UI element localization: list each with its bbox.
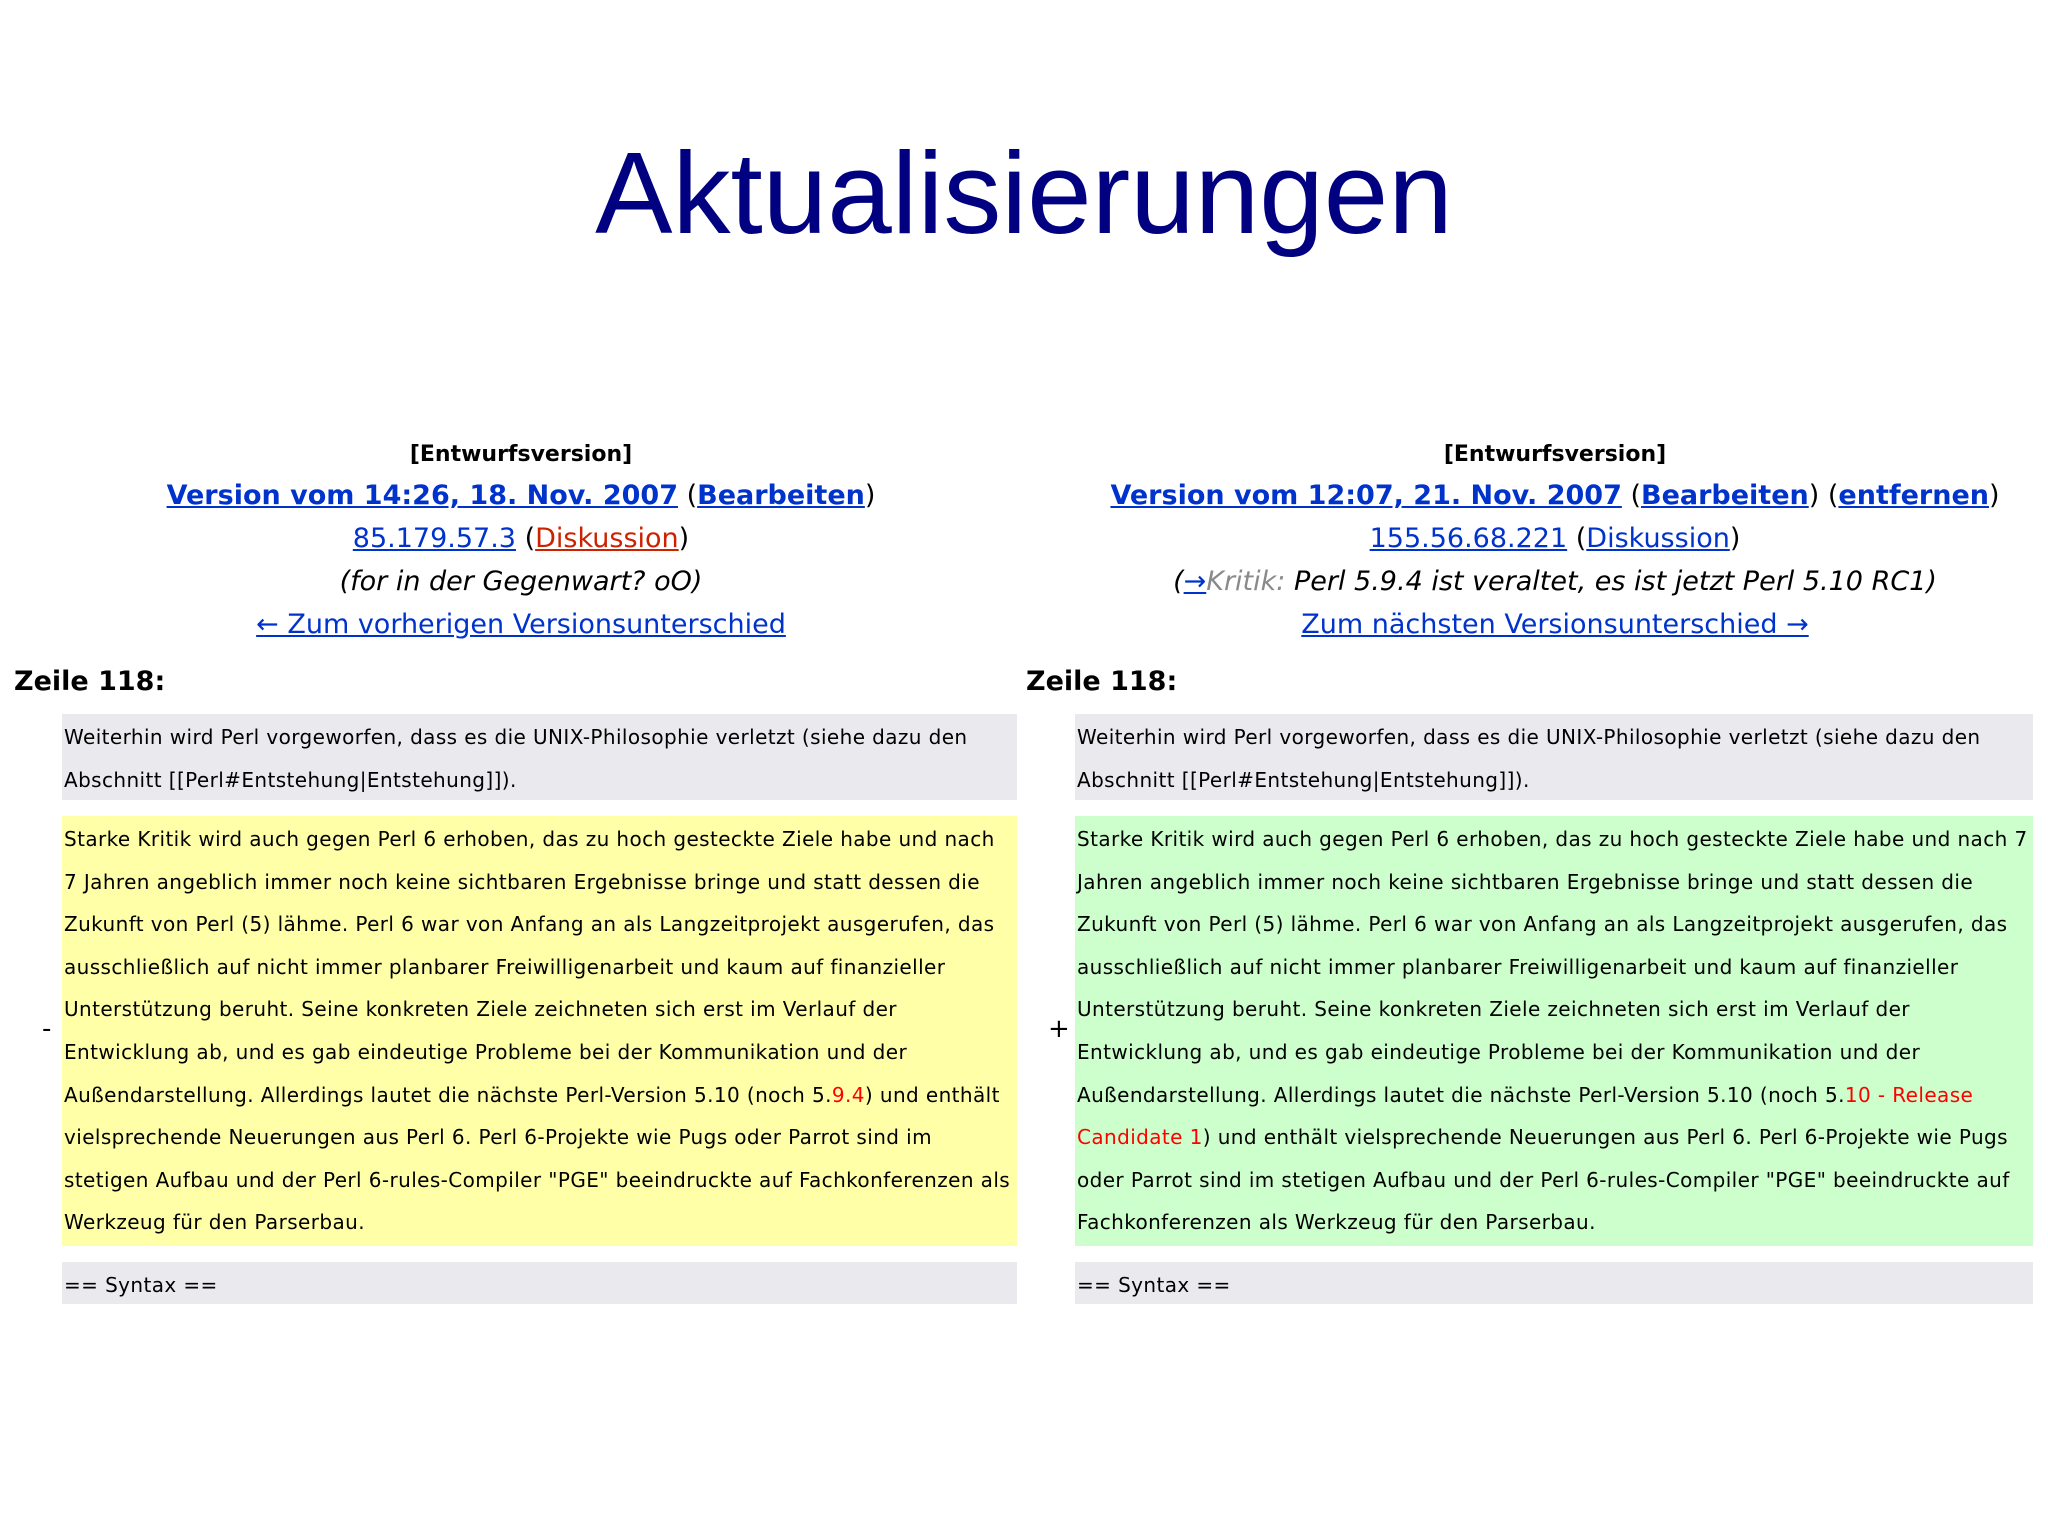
deleted-change: 9.4 [831, 1082, 865, 1107]
old-user-link[interactable]: 85.179.57.3 [352, 523, 516, 554]
new-context-line-1: Weiterhin wird Perl vorgeworfen, dass es die UNIX-Philosophie verletzt (siehe dazu den Abschnitt [[Perl#Entstehung|Entstehung]]). [1075, 714, 2033, 800]
summary-section: Kritik: [1206, 566, 1286, 597]
added-marker: + [1048, 1014, 1070, 1044]
old-context-line-2: == Syntax == [62, 1262, 1017, 1304]
old-revision-header: [Entwurfsversion] Version vom 14:26, 18. Nov. 2007 (Bearbeiten) 85.179.57.3 (Diskussion) (for in der Gegenwart? oO) ← Zum vorherigen Versionsunterschied [96, 436, 946, 646]
new-user-link[interactable]: 155.56.68.221 [1369, 523, 1568, 554]
draft-label-new: [Entwurfsversion] [1443, 442, 1667, 467]
deleted-text-after: ) und enthält vielsprechende Neuerungen aus Perl 6. Perl 6-Projekte wie Pugs oder Parrot sind im stetigen Aufbau und der Perl 6-rules-Compiler "PGE" beeindruckte auf Fachkonferenzen als Werkzeug für den Parserbau. [64, 1082, 1011, 1235]
deleted-marker: - [42, 1014, 52, 1044]
previous-diff-link[interactable]: ← Zum vorherigen Versionsunterschied [256, 609, 786, 640]
old-edit-summary: (for in der Gegenwart? oO) [339, 566, 703, 597]
added-paragraph [1075, 816, 2033, 1246]
old-talk-link[interactable]: Diskussion [535, 523, 679, 554]
new-context-line-2: == Syntax == [1075, 1262, 2033, 1304]
next-diff-link[interactable]: Zum nächsten Versionsunterschied → [1301, 609, 1809, 640]
deleted-paragraph [62, 816, 1017, 1246]
old-edit-link[interactable]: Bearbeiten [697, 480, 865, 511]
line-number-old: Zeile 118: [14, 666, 166, 697]
added-change: 10 - Release Candidate 1 [1077, 1082, 1974, 1150]
added-text-after: ) und enthält vielsprechende Neuerungen aus Perl 6. Perl 6-Projekte wie Pugs oder Parrot sind im stetigen Aufbau und der Perl 6-rules-Compiler "PGE" beeindruckte auf Fachkonferenzen als Werkzeug für den Parserbau. [1077, 1125, 2010, 1235]
old-context-line-1: Weiterhin wird Perl vorgeworfen, dass es die UNIX-Philosophie verletzt (siehe dazu den Abschnitt [[Perl#Entstehung|Entstehung]]). [62, 714, 1017, 800]
line-number-new: Zeile 118: [1026, 666, 1178, 697]
deleted-text-before: Starke Kritik wird auch gegen Perl 6 erhoben, das zu hoch gesteckte Ziele habe und nach 7 Jahren angeblich immer noch keine sichtbaren Ergebnisse bringe und statt dessen die Zukunft von Perl (5) lähme. Perl 6 war von Anfang an als Langzeitprojekt ausgerufen, das ausschließlich auf nicht immer planbarer Freiwilligenarbeit und kaum auf finanzieller Unterstützung beruht. Seine konkreten Ziele zeichneten sich erst im Verlauf der Entwicklung ab, und es gab eindeutige Probleme bei der Kommunikation und der Außendarstellung. Allerdings lautet die nächste Perl-Version 5.10 (noch 5. [64, 827, 995, 1107]
new-edit-summary: (→Kritik: Perl 5.9.4 ist veraltet, es ist jetzt Perl 5.10 RC1) [1173, 566, 1937, 597]
draft-label-old: [Entwurfsversion] [409, 442, 633, 467]
remove-link[interactable]: entfernen [1838, 480, 1989, 511]
section-arrow-link[interactable]: → [1183, 566, 1207, 597]
diff-view [0, 436, 2048, 1336]
new-talk-link[interactable]: Diskussion [1586, 523, 1730, 554]
summary-text: Perl 5.9.4 ist veraltet, es ist jetzt Perl 5.10 RC1 [1285, 566, 1927, 597]
added-text-before: Starke Kritik wird auch gegen Perl 6 erhoben, das zu hoch gesteckte Ziele habe und nach 7 Jahren angeblich immer noch keine sichtbaren Ergebnisse bringe und statt dessen die Zukunft von Perl (5) lähme. Perl 6 war von Anfang an als Langzeitprojekt ausgerufen, das ausschließlich auf nicht immer planbarer Freiwilligenarbeit und kaum auf finanzieller Unterstützung beruht. Seine konkreten Ziele zeichneten sich erst im Verlauf der Entwicklung ab, und es gab eindeutige Probleme bei der Kommunikation und der Außendarstellung. Allerdings lautet die nächste Perl-Version 5.10 (noch 5. [1077, 827, 2028, 1107]
new-version-link[interactable]: Version vom 12:07, 21. Nov. 2007 [1110, 480, 1622, 511]
new-revision-header: [Entwurfsversion] Version vom 12:07, 21. Nov. 2007 (Bearbeiten) (entfernen) 155.56.68.221 (Diskussion) (→Kritik: Perl 5.9.4 ist veraltet, es ist jetzt Perl 5.10 RC1) Zum nächsten Versionsunterschied → [1030, 436, 2048, 646]
old-version-link[interactable]: Version vom 14:26, 18. Nov. 2007 [166, 480, 678, 511]
slide-title: Aktualisierungen [595, 128, 1453, 258]
new-edit-link[interactable]: Bearbeiten [1640, 480, 1809, 511]
